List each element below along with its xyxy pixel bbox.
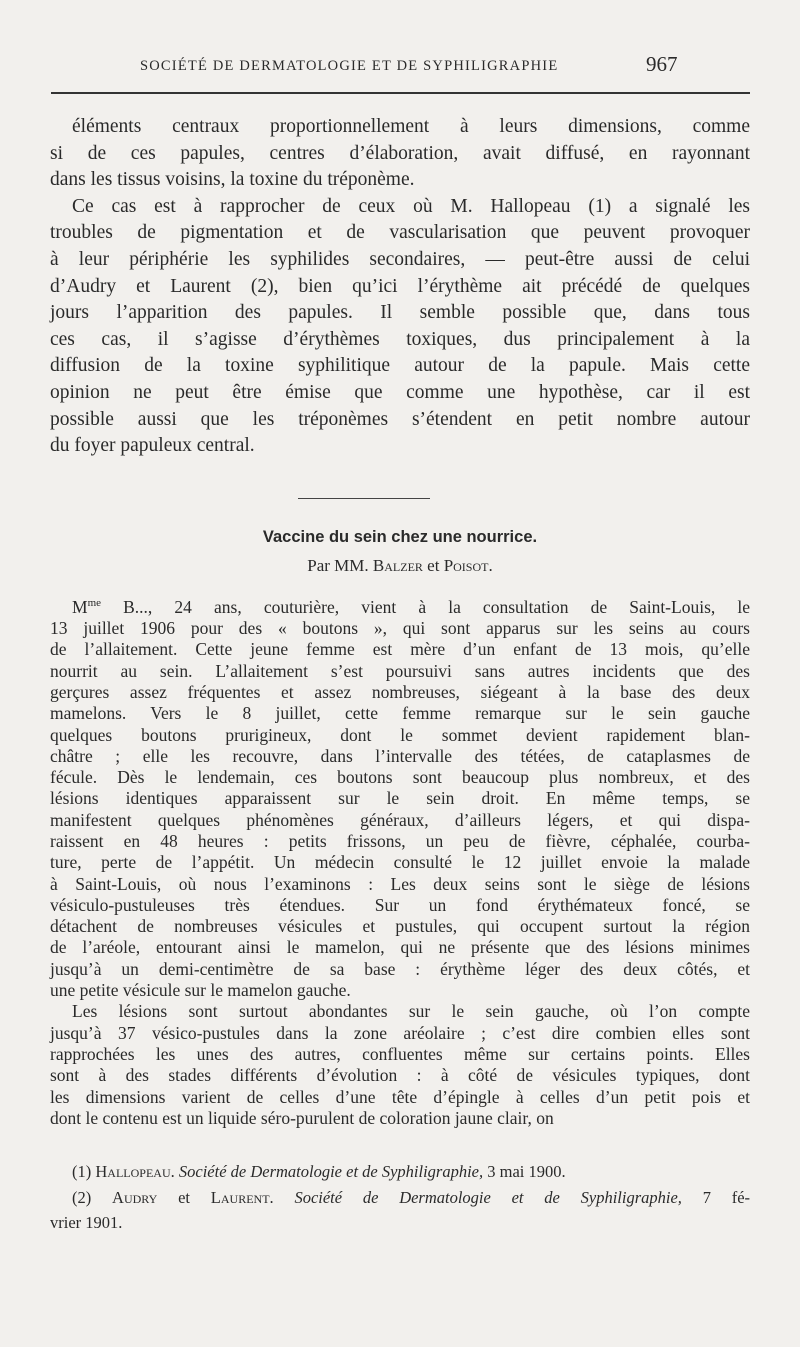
text-line: rapprochées les unes des autres, confluentes même sur certains points. Elles [50,1043,750,1064]
footnote-source: Société de Dermatologie et de Syphiligraphie, [178,1162,484,1182]
text-line: manifestent quelques phénomènes généraux, d’ailleurs légers, et qui dispa- [50,809,750,830]
text-line: jusqu’à un demi-centimètre de sa base : érythème léger des deux côtés, et [50,958,750,979]
text-line: châtre ; elle les recouvre, dans l’intervalle des tétées, de cataplasmes de [50,745,750,766]
text-line: ture, perte de l’appétit. Un médecin consulté le 12 juillet envoie la malade [50,852,750,873]
text-line: quelques boutons prurigineux, dont le sommet devient rapidement blan- [50,724,750,745]
text-line: détachent de nombreuses vésicules et pustules, qui occupent surtout la région [50,916,750,937]
text-line [50,597,750,618]
text-line: raissent en 48 heures : petits frissons, un peu de fièvre, céphalée, courba- [50,830,750,851]
line-text: B..., 24 ans, couturière, vient à la consultation de Saint-Louis, le [101,596,750,617]
text-line: de l’aréole, entourant ainsi le mamelon, qui ne présente que des lésions minimes [50,937,750,958]
text-line: à leur périphérie les syphilides secondaires, — peut-être aussi de celui [50,248,750,270]
text-line: nourrit au sein. L’allaitement s’est poursuivi sans autres incidents que des [50,660,750,681]
text-line: une petite vésicule sur le mamelon gauche. [50,980,351,1001]
text-line: troubles de pigmentation et de vascularisation que peuvent provoquer [50,222,750,244]
text-column [50,114,750,1236]
text-line: d’Audry et Laurent (2), bien qu’ici l’érythème ait précédé de quelques [50,275,750,297]
article-title: Vaccine du sein chez une nourrice. [262,527,538,546]
honorific: M [72,596,88,617]
footnote-author: Hallopeau. [95,1162,175,1182]
byline-join: et [427,555,440,575]
text-line: jusqu’à 37 vésico-pustules dans la zone aréolaire ; c’est dire combien elles sont [50,1022,750,1043]
text-line: opinion ne peut être émise que comme une hypothèse, car il est [50,381,750,403]
text-line: Ce cas est à rapprocher de ceux où M. Hallopeau (1) a signalé les [72,195,750,217]
footnote-2-continued: vrier 1901. [50,1213,123,1233]
author-balzer: Balzer [372,555,423,575]
text-line: ces cas, il s’agisse d’érythèmes toxiques, dus principalement à la [50,328,750,350]
footnote-date: 3 mai 1900. [483,1162,566,1182]
footnote-number: (2) [72,1187,92,1207]
text-line: du foyer papuleux central. [50,435,255,457]
text-line: sont à des stades différents d’évolution : à côté de vésicules typiques, dont [50,1065,750,1086]
text-line: dans les tissus voisins, la toxine du tréponème. [50,169,415,191]
text-line: si de ces papules, centres d’élaboration, avait diffusé, en rayonnant [50,142,750,164]
footnote-author: Laurent. [210,1187,274,1207]
footnote-date: 7 fé- [681,1187,751,1207]
text-line: fécule. Dès le lendemain, ces boutons sont beaucoup plus nombreux, et des [50,767,750,788]
text-line: les dimensions varient de celles d’une tête d’épingle à celles d’un petit pois et [50,1086,750,1107]
footnote-1 [50,1159,750,1185]
text-line: de l’allaitement. Cette jeune femme est mère d’un enfant de 13 mois, qu’elle [50,639,750,660]
author-poisot: Poisot. [443,555,493,575]
text-line: éléments centraux proportionnellement à leurs dimensions, comme [72,116,750,137]
running-header: SOCIÉTÉ DE DERMATOLOGIE ET DE SYPHILIGRAPHIE [140,58,559,74]
text-line: 13 juillet 1906 pour des « boutons », qui sont apparus sur les seins au cours [50,618,750,639]
text-line: diffusion de la toxine syphilitique autour de la papule. Mais cette [50,355,750,377]
footnote-author: Audry [112,1187,158,1207]
footnote-2 [50,1185,750,1211]
page-number: 967 [646,52,678,76]
intro-text [50,114,750,460]
text-line: mamelons. Vers le 8 juillet, cette femme remarque sur le sein gauche [50,703,750,724]
header-rule [51,92,750,94]
text-line: jours l’apparition des papules. Il semble possible que, dans tous [50,302,750,324]
article-body [50,597,750,1129]
byline-prefix: Par MM. [307,555,369,575]
footnotes [50,1159,750,1236]
footnote-join: et [178,1187,190,1207]
footnote-number: (1) [72,1162,92,1182]
text-line: gerçures assez fréquentes et assez nombreuses, siégeant à la base des deux [50,681,750,702]
honorific-superscript: me [87,596,102,609]
text-line: à Saint-Louis, où nous l’examinons : Les deux seins sont le siège de lésions [50,873,750,894]
section-separator [298,498,430,499]
footnote-source: Société de Dermatologie et de Syphiligraphie, [294,1187,682,1207]
text-line: lésions identiques apparaissent sur le sein droit. En même temps, se [50,788,750,809]
article-byline [50,555,750,577]
text-line: Les lésions sont surtout abondantes sur le sein gauche, où l’on compte [72,1001,750,1022]
text-line: possible aussi que les tréponèmes s’étendent en petit nombre autour [50,408,750,430]
text-line: vésiculo-pustuleuses très étendues. Sur un fond érythémateux foncé, se [50,894,750,915]
text-line: dont le contenu est un liquide séro-purulent de coloration jaune clair, on [50,1107,554,1128]
